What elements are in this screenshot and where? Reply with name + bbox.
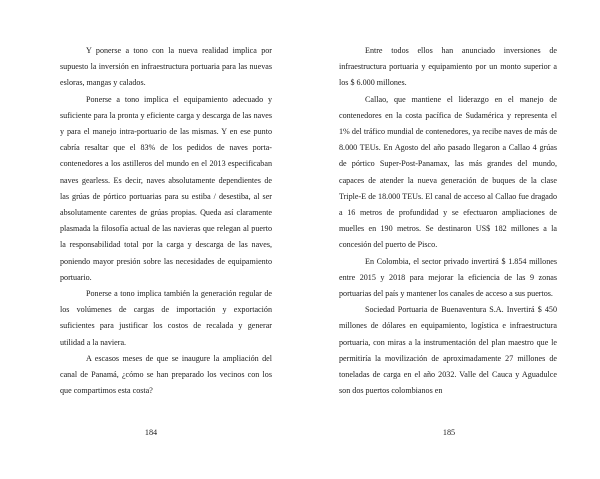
paragraph: Ponerse a tono implica también la generación regular de los volúmenes de cargas de importación y exportación suficientes para justificar los costos de recalada y generar utilidad a la naviera.: [60, 289, 272, 347]
left-page-text: [60, 43, 272, 399]
paragraph: Y ponerse a tono con la nueva realidad implica por supuesto la inversión en infraestructura portuaria para las nuevas esloras, mangas y calados.: [60, 46, 272, 88]
paragraph: Sociedad Portuaria de Buenaventura S.A. Invertirá $ 450 millones de dólares en equipamiento, logística e infraestructura portuaria, con miras a la instrumentación del plan maestro que le permitiría la movilización de aproximadamente 27 millones de toneladas de carga en el año 2032. Valle del Cauca y Aguadulce son dos puertos colombianos en: [339, 305, 557, 396]
paragraph: A escasos meses de que se inaugure la ampliación del canal de Panamá, ¿cómo se han preparado los vecinos con los que compartimos esta costa?: [60, 353, 272, 396]
paragraph: En Colombia, el sector privado invertirá $ 1.854 millones entre 2015 y 2018 para mejorar la eficiencia de las 9 zonas portuarias del país y mantener los canales de acceso a sus puertos.: [339, 256, 557, 299]
right-page-text: [339, 43, 557, 399]
right-page: [300, 0, 600, 479]
paragraph: Entre todos ellos han anunciado inversiones de infraestructura portuaria y equipamiento por un monto superior a los $ 6.000 millones.: [339, 46, 557, 88]
paragraph: Ponerse a tono implica el equipamiento adecuado y suficiente para la pronta y eficiente carga y descarga de las naves y para el manejo intra-portuario de las mismas. Y en ese punto cabría resaltar que el 83% de los pedidos de naves porta-contenedores a los astilleros del mundo en el 2013 especificaban naves gearless. Es decir, naves absolutamente dependientes de las grúas de pórtico portuarias para su estiba / desestiba, al ser absolutamente carentes de grúas propias. Queda así claramente plasmada la filosofía actual de las navieras que relegan al puerto la responsabilidad total por la carga y descarga de las naves, poniendo mayor presión sobre las necesidades de equipamiento portuario.: [60, 94, 272, 282]
paragraph: Callao, que mantiene el liderazgo en el manejo de contenedores en la costa pacífica de Sudamérica y representa el 1% del tráfico mundial de contenedores, ya recibe naves de más de 8.000 TEUs. En Agosto del año pasado llegaron a Callao 4 grúas de pórtico Super-Post-Panamax, las más grandes del mundo, capaces de atender la nueva generación de buques de la clase Triple-E de 18.000 TEUs. El canal de acceso al Callao fue dragado a 16 metros de profundidad y se efectuaron ampliaciones de muelles en 190 metros. Se destinaron US$ 182 millones a la concesión del puerto de Pisco.: [339, 94, 557, 250]
page-number: 185: [442, 428, 456, 437]
page-number: 184: [144, 428, 158, 437]
